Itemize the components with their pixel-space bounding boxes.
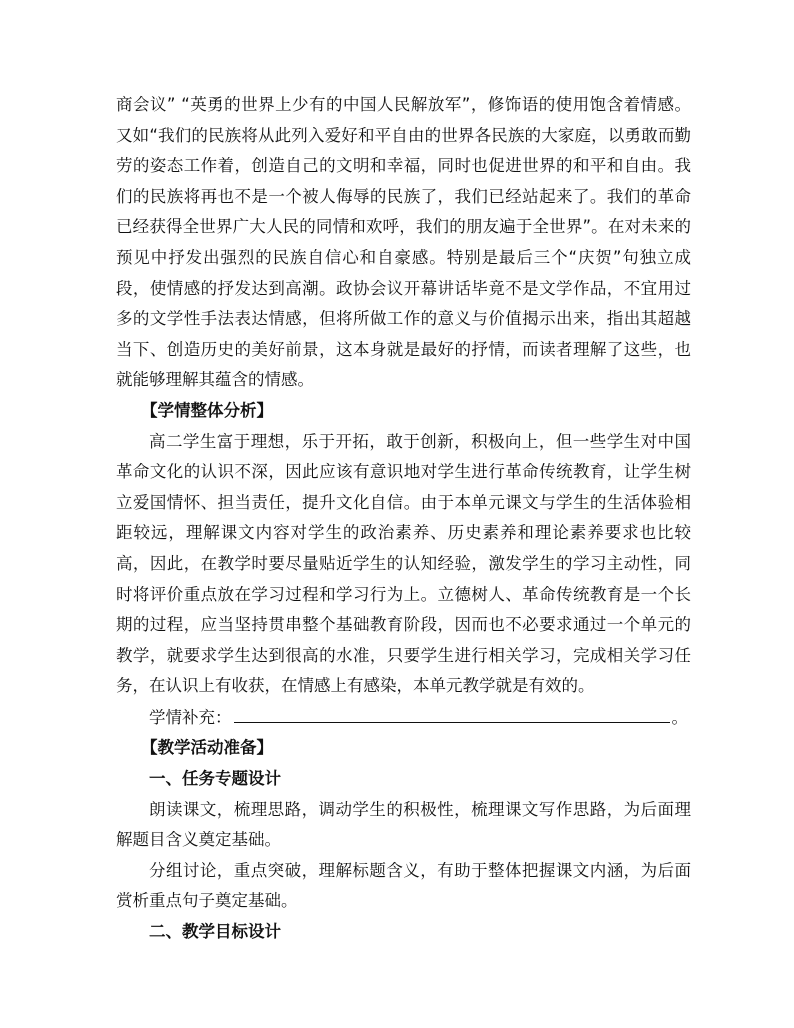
paragraph-task-discussion: 分组讨论，重点突破，理解标题含义，有助于整体把握课文内涵，为后面赏析重点句子奠定基础。 bbox=[116, 860, 691, 911]
document-body bbox=[116, 90, 691, 948]
supplement-blank[interactable] bbox=[234, 702, 670, 723]
paragraph-learner-analysis: 高二学生富于理想，乐于开拓，敢于创新，积极向上，但一些学生对中国革命文化的认识不深，因此应该有意识地对学生进行革命传统教育，让学生树立爱国情怀、担当责任，提升文化自信。由于本单元课文与学生的生活体验相距较远，理解课文内容对学生的政治素养、历史素养和理论素养要求也比较高，因此，在教学时要尽量贴近学生的认知经验，激发学生的学习主动性，同时将评价重点放在学习过程和学习行为上。立德树人、革命传统教育是一个长期的过程，应当坚持贯串整个基础教育阶段，因而也不必要求通过一个单元的教学，就要求学生达到很高的水准，只要学生进行相关学习，完成相关学习任务，在认识上有收获，在情感上有感染，本单元教学就是有效的。 bbox=[116, 431, 691, 696]
paragraph-task-reading: 朗读课文，梳理思路，调动学生的积极性，梳理课文写作思路，为后面理解题目含义奠定基础。 bbox=[116, 799, 691, 850]
section-heading-activity-prep: 【教学活动准备】 bbox=[141, 738, 273, 758]
section-heading-learner-analysis: 【学情整体分析】 bbox=[141, 400, 273, 420]
supplement-end-mark: 。 bbox=[671, 707, 688, 727]
subheading-task-design: 一、任务专题设计 bbox=[149, 769, 281, 789]
subheading-goal-design: 二、教学目标设计 bbox=[149, 922, 281, 942]
supplement-label: 学情补充： bbox=[149, 707, 232, 727]
learner-supplement-line bbox=[116, 702, 691, 734]
paragraph-emotion-analysis: 商会议” “英勇的世界上少有的中国人民解放军”，修饰语的使用饱含着情感。又如“我们的民族将从此列入爱好和平自由的世界各民族的大家庭，以勇敢而勤劳的姿态工作着，创造自己的文明和幸福，同时也促进世界的和平和自由。我们的民族将再也不是一个被人侮辱的民族了，我们已经站起来了。我们的革命已经获得全世界广大人民的同情和欢呼，我们的朋友遍于全世界”。在对未来的预见中抒发出强烈的民族自信心和自豪感。特别是最后三个“庆贺”句独立成段，使情感的抒发达到高潮。政协会议开幕讲话毕竟不是文学作品，不宜用过多的文学性手法表达情感，但将所做工作的意义与价值揭示出来，指出其超越当下、创造历史的美好前景，这本身就是最好的抒情，而读者理解了这些，也就能够理解其蕴含的情感。 bbox=[116, 95, 691, 390]
